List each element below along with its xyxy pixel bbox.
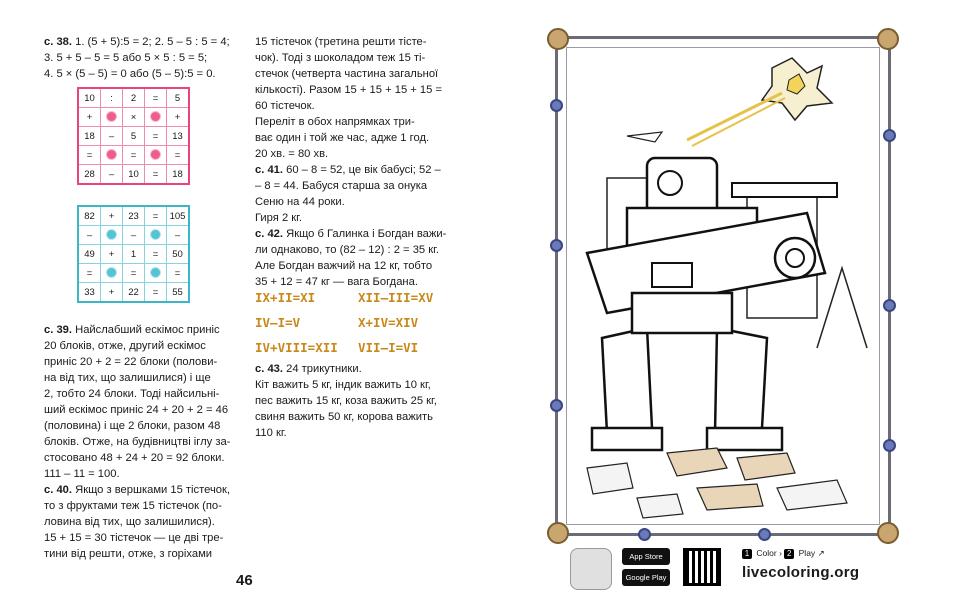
color-play-steps [742,548,825,559]
p42-line: Якщо б Галинка і Богдан важи- [286,228,447,240]
p41-label: с. 41. [255,164,283,176]
answer-p40 [44,482,234,562]
p39-line: на від тих, що залишилися) і ще [44,372,211,384]
grid-cell: + [101,283,123,303]
robot-coloring-illustration [567,48,879,524]
grid-cell: – [101,127,123,146]
grid-cell: + [167,108,190,127]
grid-cell: – [167,226,190,245]
grid-cell: 13 [167,127,190,146]
grid-cell: = [145,206,167,226]
grid-cell: = [145,165,167,185]
grid-cell: 49 [78,245,101,264]
page-number: 46 [236,572,253,589]
qr-code-icon[interactable] [683,548,721,586]
grid-dot-icon [145,226,167,245]
cont-line: стечок (четверта частина загальної [255,68,439,80]
p43-line: свиня важить 50 кг, корова важить [255,411,433,423]
grid-cell: 105 [167,206,190,226]
cont-line: Переліт в обох напрямках три- [255,116,415,128]
cont-line: чок). Тоді з шоколадом теж 15 ті- [255,52,426,64]
grid-cell: 10 [123,165,145,185]
step2-label: Play [798,548,816,558]
grid-cell: : [101,88,123,108]
p38-line: 4. 5 × (5 – 5) = 0 або (5 – 5):5 = 0. [44,68,216,80]
grid-dot-icon [145,264,167,283]
grid-cell: = [167,146,190,165]
corner-gear-icon [877,28,899,50]
grid-cell: + [78,108,101,127]
step2-number: 2 [784,549,794,559]
cont-line: кількості). Разом 15 + 15 + 15 + 15 = [255,84,443,96]
p41-line: Гиря 2 кг. [255,212,302,224]
gear-icon [883,129,896,142]
grid-cell: 5 [167,88,190,108]
match-equation: IV+VIII=XII [255,340,338,355]
grid-cell: = [145,283,167,303]
p39-line: (половина) і ще 2 блоки, разом 48 [44,420,221,432]
grid-cell: 50 [167,245,190,264]
grid-cell: = [145,245,167,264]
dot-icon [107,150,116,159]
grid-row [78,88,189,108]
answer-p39 [44,322,234,482]
grid-cell: – [78,226,101,245]
grid-cell: 5 [123,127,145,146]
grid-dot-icon [101,264,123,283]
google-play-button[interactable]: Google Play [622,569,670,586]
gear-icon [550,99,563,112]
grid-cell: 18 [78,127,101,146]
answer-p43 [255,361,463,441]
p43-label: с. 43. [255,363,283,375]
dot-icon [107,230,116,239]
answer-p41 [255,162,463,226]
grid-row [78,146,189,165]
grid-row [78,264,189,283]
p38-label: с. 38. [44,36,72,48]
app-promo-footer [570,546,900,588]
gear-icon [883,299,896,312]
p40-line: Якщо з вершками 15 тістечок, [75,484,231,496]
p43-line: Кіт важить 5 кг, індик важить 10 кг, [255,379,431,391]
grid-dot-icon [145,108,167,127]
p40-line: тини від решти, отже, з горіхами [44,548,213,560]
gear-icon [758,528,771,541]
p40-line: 15 + 15 = 30 тістечок — це дві тре- [44,532,224,544]
p41-line: 60 – 8 = 52, це вік бабусі; 52 – [286,164,441,176]
grid-row [78,245,189,264]
grid-cell: 82 [78,206,101,226]
grid-cell: × [123,108,145,127]
p39-label: с. 39. [44,324,72,336]
gear-icon [638,528,651,541]
answers-column-2 [255,34,463,290]
app-store-button[interactable]: App Store [622,548,670,565]
grid-cell: = [145,88,167,108]
grid-cell: 1 [123,245,145,264]
p39-line: блоків. Отже, на будівництві іглу за- [44,436,231,448]
gear-icon [550,399,563,412]
p42-label: с. 42. [255,228,283,240]
grid-cell: 18 [167,165,190,185]
arrow-up-right-icon: ↗ [817,548,825,558]
grid-cell: 28 [78,165,101,185]
p42-line: 35 + 12 = 47 кг — вага Богдана. [255,276,418,288]
gear-icon [550,239,563,252]
answers-column-1 [44,34,234,82]
match-equation: IV–I=V [255,315,301,330]
grid-cell: – [101,165,123,185]
match-equation: XII–III=XV [358,290,434,305]
p40-line: то з фруктами теж 15 тістечок (по- [44,500,222,512]
answer-p40-continued [255,34,463,162]
grid-dot-icon [145,146,167,165]
p42-line: ли однаково, то (82 – 12) : 2 = 35 кг. [255,244,439,256]
p39-line: ший ескімос приніс 24 + 20 + 2 = 46 [44,404,229,416]
p38-line: 1. (5 + 5):5 = 2; 2. 5 – 5 : 5 = 4; [75,36,230,48]
p39-line: приніс 20 + 2 = 22 блоки (полови- [44,356,218,368]
step1-number: 1 [742,549,752,559]
dot-icon [107,268,116,277]
answer-p38 [44,34,234,82]
match-equation: IX+II=XI [255,290,316,305]
match-equation: X+IV=XIV [358,315,419,330]
p40-line: ловина від тих, що залишилися). [44,516,215,528]
p41-line: Сеню на 44 роки. [255,196,345,208]
match-equation: VII–I=VI [358,340,419,355]
grid-cell: = [123,146,145,165]
answer-p42 [255,226,463,290]
cont-line: ває один і той же час, адже 1 год. [255,132,430,144]
app-icon[interactable] [570,548,612,590]
dot-icon [151,150,160,159]
grid-row [78,127,189,146]
cont-line: 20 хв. = 80 хв. [255,148,329,160]
p43-line: 110 кг. [255,427,287,439]
p39-line: 2, тобто 24 блоки. Тоді найсильні- [44,388,220,400]
cont-line: 15 тістечок (третина решти тісте- [255,36,427,48]
p43-line: 24 трикутники. [286,363,362,375]
grid-cell: 22 [123,283,145,303]
p42-line: Але Богдан важчий на 12 кг, тобто [255,260,433,272]
grid-cell: – [123,226,145,245]
grid-row [78,283,189,303]
chevron-right-icon: › [779,548,785,558]
p39-line: 20 блоків, отже, другий ескімос [44,340,206,352]
p39-line: стосовано 48 + 24 + 20 = 92 блоки. [44,452,225,464]
coloring-frame [555,36,891,536]
corner-gear-icon [877,522,899,544]
grid-cell: 10 [78,88,101,108]
grid-cell: = [78,264,101,283]
dot-icon [151,112,160,121]
grid-dot-icon [101,108,123,127]
grid-cell: + [101,206,123,226]
step1-label: Color [756,548,777,558]
grid-cell: = [145,127,167,146]
cont-line: 60 тістечок. [255,100,315,112]
corner-gear-icon [547,28,569,50]
p41-line: – 8 = 44. Бабуся старша за онука [255,180,428,192]
p39-line: Найслабший ескімос приніс [75,324,220,336]
grid-dot-icon [101,146,123,165]
grid-cell: 55 [167,283,190,303]
p38-line: 3. 5 + 5 – 5 = 5 або 5 × 5 : 5 = 5; [44,52,208,64]
grid-row [78,206,189,226]
p43-line: пес важить 15 кг, коза важить 25 кг, [255,395,437,407]
dot-icon [151,230,160,239]
gear-icon [883,439,896,452]
corner-gear-icon [547,522,569,544]
grid-cell: 23 [123,206,145,226]
grid-cell: = [167,264,190,283]
grid-cell: 2 [123,88,145,108]
grid-row [78,226,189,245]
dot-icon [151,268,160,277]
grid-row [78,165,189,185]
grid-cell: = [123,264,145,283]
number-grid-pink [77,87,190,185]
grid-cell: 33 [78,283,101,303]
grid-row [78,108,189,127]
grid-cell: = [78,146,101,165]
p40-label: с. 40. [44,484,72,496]
grid-dot-icon [101,226,123,245]
dot-icon [107,112,116,121]
website-link[interactable]: livecoloring.org [742,564,860,581]
number-grid-blue [77,205,190,303]
p39-line: 111 – 11 = 100. [44,468,120,480]
grid-cell: + [101,245,123,264]
